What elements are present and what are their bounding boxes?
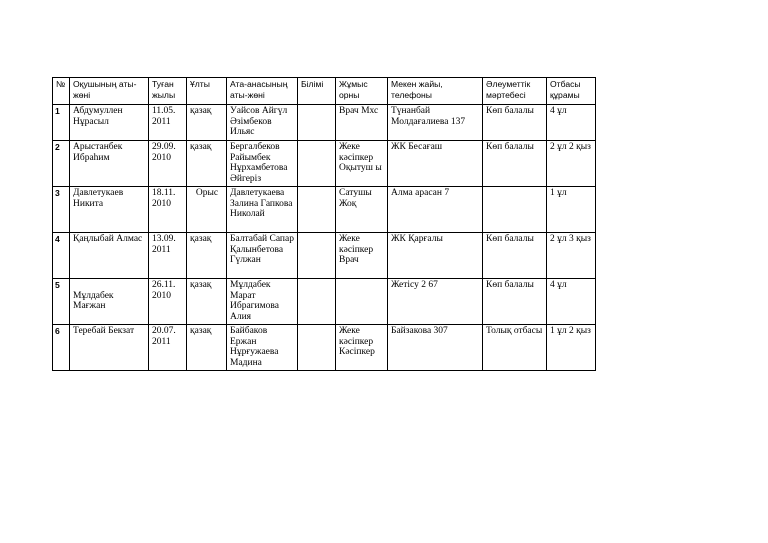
birth-date: 29.09. 2010 (149, 141, 187, 187)
social-status: Көп балалы (483, 233, 547, 279)
social-status: Көп балалы (483, 105, 547, 141)
parents-names: Балтабай Сапар Қалынбетова Гүлжан (227, 233, 298, 279)
student-name: Мұлдабек Мағжан (70, 279, 149, 325)
table-row (53, 279, 596, 325)
parents-names: Мұлдабек Марат Ибрагимова Алия (227, 279, 298, 325)
address: Түнанбай Молдағалиева 137 (388, 105, 483, 141)
parents-names: Уайсов Айгүл Әзімбеков Ильяс (227, 105, 298, 141)
education (298, 187, 336, 233)
table-row (53, 105, 596, 141)
parents-names: Давлетукаева Залина Гапкова Николай (227, 187, 298, 233)
row-number: 5 (53, 279, 70, 325)
social-status: Толық отбасы (483, 325, 547, 371)
nationality: қазақ (187, 105, 227, 141)
education (298, 233, 336, 279)
workplace (336, 279, 388, 325)
birth-date: 20.07. 2011 (149, 325, 187, 371)
row-number: 3 (53, 187, 70, 233)
row-number: 2 (53, 141, 70, 187)
birth-date: 11.05. 2011 (149, 105, 187, 141)
address: Байзакова 307 (388, 325, 483, 371)
family-composition: 1 ұл (547, 187, 596, 233)
nationality: қазақ (187, 279, 227, 325)
student-name: Арыстанбек Ибраһим (70, 141, 149, 187)
birth-date: 13.09. 2011 (149, 233, 187, 279)
family-composition: 2 ұл 2 қыз (547, 141, 596, 187)
family-composition: 1 ұл 2 қыз (547, 325, 596, 371)
row-number: 1 (53, 105, 70, 141)
address: Жетісу 2 67 (388, 279, 483, 325)
table-row (53, 141, 596, 187)
nationality: қазақ (187, 325, 227, 371)
family-composition: 2 ұл 3 қыз (547, 233, 596, 279)
nationality: Орыс (187, 187, 227, 233)
social-status: Көп балалы (483, 141, 547, 187)
student-name: Теребай Бекзат (70, 325, 149, 371)
table-header-row (53, 78, 596, 105)
address: ЖК Қарғалы (388, 233, 483, 279)
header-parents-names: Ата-анасының аты-жөні (227, 78, 298, 105)
student-name: Давлетукаев Никита (70, 187, 149, 233)
student-name: Абдумуллен Нұрасыл (70, 105, 149, 141)
row-number: 6 (53, 325, 70, 371)
family-composition: 4 ұл (547, 105, 596, 141)
header-education: Білімі (298, 78, 336, 105)
student-name: Қаңлыбай Алмас (70, 233, 149, 279)
workplace: Жеке кәсіпкер Кәсіпкер (336, 325, 388, 371)
workplace: Сатушы Жоқ (336, 187, 388, 233)
header-student-name: Оқушының аты-жөні (70, 78, 149, 105)
education (298, 141, 336, 187)
nationality: қазақ (187, 233, 227, 279)
student-roster-table (52, 77, 596, 371)
education (298, 279, 336, 325)
header-social-status: Әлеуметтік мәртебесі (483, 78, 547, 105)
header-address-phone: Мекен жайы, телефоны (388, 78, 483, 105)
table-row (53, 233, 596, 279)
nationality: қазақ (187, 141, 227, 187)
birth-date: 26.11. 2010 (149, 279, 187, 325)
table-row (53, 187, 596, 233)
workplace: Жеке кәсіпкер Врач (336, 233, 388, 279)
header-birth-year: Туған жылы (149, 78, 187, 105)
parents-names: Байбаков Ержан Нұрғужаева Мадина (227, 325, 298, 371)
parents-names: Бергалбеков Райымбек Нұрхамбетова Әйгеріз (227, 141, 298, 187)
address: Алма арасан 7 (388, 187, 483, 233)
address: ЖК Бесағаш (388, 141, 483, 187)
header-family-composition: Отбасы құрамы (547, 78, 596, 105)
table-row (53, 325, 596, 371)
family-composition: 4 ұл (547, 279, 596, 325)
workplace: Врач Мхс (336, 105, 388, 141)
header-workplace: Жұмыс орны (336, 78, 388, 105)
education (298, 105, 336, 141)
workplace: Жеке кәсіпкер Оқытуш ы (336, 141, 388, 187)
header-nationality: Ұлты (187, 78, 227, 105)
birth-date: 18.11. 2010 (149, 187, 187, 233)
social-status (483, 187, 547, 233)
education (298, 325, 336, 371)
social-status: Көп балалы (483, 279, 547, 325)
header-number: № (53, 78, 70, 105)
row-number: 4 (53, 233, 70, 279)
